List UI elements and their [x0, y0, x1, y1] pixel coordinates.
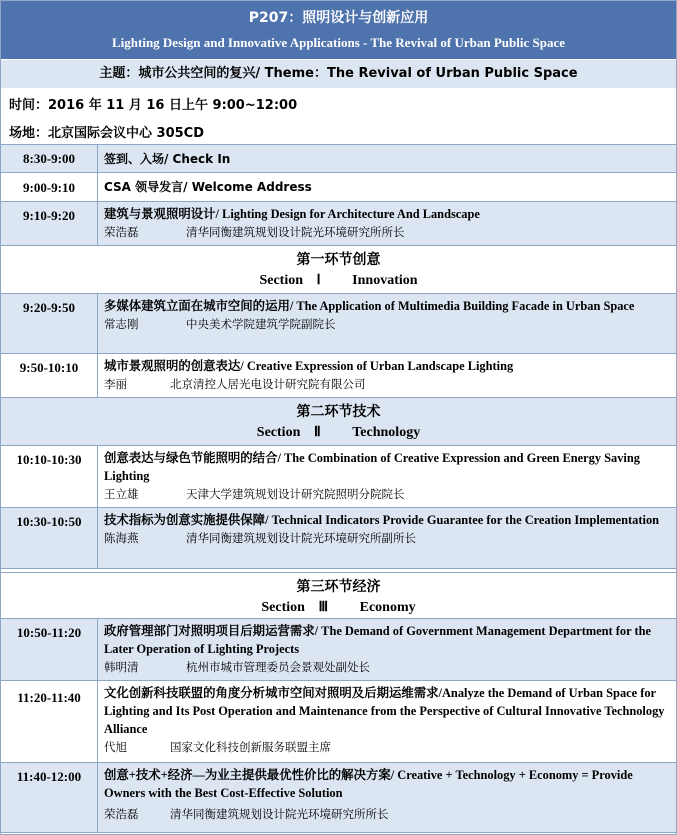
- agenda-time: 11:40-12:00: [1, 763, 98, 832]
- speaker-affiliation: 清华同衡建筑规划设计院光环境研究所所长: [186, 225, 405, 239]
- speaker-line: [104, 486, 670, 502]
- speaker-name: 荣浩磊: [104, 225, 139, 239]
- agenda-topic: CSA 领导发言/ Welcome Address: [104, 180, 312, 194]
- agenda-row: [1, 294, 676, 354]
- speaker-name: 韩明清: [104, 660, 139, 674]
- agenda-topic: 文化创新科技联盟的角度分析城市空间对照明及后期运维需求/Analyze the Demand of Urban Space for Lighting and Its Post Operation and Maintenance from the Perspective of Cultural Innovative Technology Alliance: [104, 686, 665, 736]
- speaker-affiliation: 天津大学建筑规划设计研究院照明分院院长: [186, 487, 405, 501]
- section-name: Technology: [352, 425, 421, 440]
- agenda-row: [1, 354, 676, 398]
- speaker-affiliation: 杭州市城市管理委员会景观处副处长: [186, 660, 370, 674]
- speaker-affiliation: 国家文化科技创新服务联盟主席: [170, 740, 331, 754]
- speaker-line: [104, 316, 670, 332]
- agenda-row: [1, 508, 676, 569]
- agenda-row: [1, 681, 676, 763]
- speaker-name: 陈海燕: [104, 531, 139, 545]
- agenda-time: 11:20-11:40: [1, 681, 98, 762]
- section-title-en: [1, 599, 676, 616]
- agenda-row: [1, 763, 676, 833]
- agenda-topic: 政府管理部门对照明项目后期运营需求/ The Demand of Government Management Department for the Later Operation of Lighting Projects: [104, 624, 651, 656]
- agenda-time: 10:10-10:30: [1, 446, 98, 507]
- speaker-name: 王立雄: [104, 487, 139, 501]
- title-bar: [1, 1, 676, 59]
- speaker-line: [104, 376, 670, 392]
- section-name: Economy: [359, 600, 416, 615]
- speaker-affiliation: 中央美术学院建筑学院副院长: [186, 317, 336, 331]
- section-numeral: Ⅰ: [316, 273, 321, 288]
- session-title-en: Lighting Design and Innovative Applications - The Revival of Urban Public Space: [111, 35, 566, 50]
- speaker-line: [104, 530, 670, 546]
- agenda-topic: 建筑与景观照明设计/ Lighting Design for Architecture And Landscape: [104, 207, 480, 221]
- speaker-line: [104, 806, 670, 822]
- section-header: [1, 572, 676, 619]
- agenda-time: 9:00-9:10: [1, 173, 98, 201]
- agenda-row: [1, 145, 676, 173]
- session-title-cn: P207：照明设计与创新应用: [248, 10, 429, 26]
- theme-row: 主题：城市公共空间的复兴/ Theme：The Revival of Urban Public Space: [1, 59, 676, 89]
- agenda-time: 9:50-10:10: [1, 354, 98, 397]
- agenda-row: [1, 202, 676, 246]
- section-header: [1, 398, 676, 446]
- agenda-row: [1, 446, 676, 508]
- speaker-affiliation: 北京清控人居光电设计研究院有限公司: [170, 377, 366, 391]
- agenda-row: [1, 173, 676, 202]
- section-title-en: [1, 424, 676, 441]
- agenda-row: [1, 619, 676, 681]
- agenda-time: 10:30-10:50: [1, 508, 98, 568]
- section-header: [1, 246, 676, 294]
- speaker-name: 荣浩磊: [104, 807, 139, 821]
- session-venue: 场地：北京国际会议中心 305CD: [9, 126, 204, 141]
- agenda-topic: 技术指标为创意实施提供保障/ Technical Indicators Provide Guarantee for the Creation Implementation: [104, 513, 660, 527]
- session-info: [1, 88, 676, 145]
- session-time: 时间：2016 年 11 月 16 日上午 9:00~12:00: [9, 98, 298, 113]
- section-label: Section: [256, 425, 301, 440]
- section-label: Section: [261, 600, 305, 615]
- agenda-topic: 签到、入场/ Check In: [104, 152, 231, 166]
- section-numeral: Ⅲ: [318, 600, 329, 615]
- speaker-affiliation: 清华同衡建筑规划设计院光环境研究所所长: [170, 807, 389, 821]
- agenda-topic: 城市景观照明的创意表达/ Creative Expression of Urban Landscape Lighting: [104, 359, 514, 373]
- speaker-line: [104, 224, 670, 240]
- agenda-time: 8:30-9:00: [1, 145, 98, 172]
- speaker-name: 代旭: [104, 740, 127, 754]
- agenda-topic: 创意+技术+经济—为业主提供最优性价比的解决方案/ Creative + Technology + Economy = Provide Owners with the Best Cost-Effective Solution: [104, 768, 633, 800]
- agenda-time: 9:20-9:50: [1, 294, 98, 353]
- speaker-line: [104, 659, 670, 675]
- section-title-cn: 第二环节技术: [296, 404, 381, 420]
- speaker-name: 李丽: [104, 377, 127, 391]
- section-label: Section: [259, 273, 304, 288]
- section-title-cn: 第三环节经济: [296, 579, 381, 595]
- agenda-time: 10:50-11:20: [1, 619, 98, 680]
- section-title-cn: 第一环节创意: [296, 252, 381, 268]
- agenda-topic: 多媒体建筑立面在城市空间的运用/ The Application of Multimedia Building Facade in Urban Space: [104, 299, 635, 313]
- section-name: Innovation: [352, 273, 418, 288]
- section-numeral: Ⅱ: [313, 425, 321, 440]
- speaker-line: [104, 739, 670, 755]
- speaker-name: 常志刚: [104, 317, 139, 331]
- agenda-topic: 创意表达与绿色节能照明的结合/ The Combination of Creative Expression and Green Energy Saving Lighting: [104, 451, 640, 483]
- agenda-time: 9:10-9:20: [1, 202, 98, 245]
- speaker-affiliation: 清华同衡建筑规划设计院光环境研究所副所长: [186, 531, 416, 545]
- section-title-en: [1, 272, 676, 289]
